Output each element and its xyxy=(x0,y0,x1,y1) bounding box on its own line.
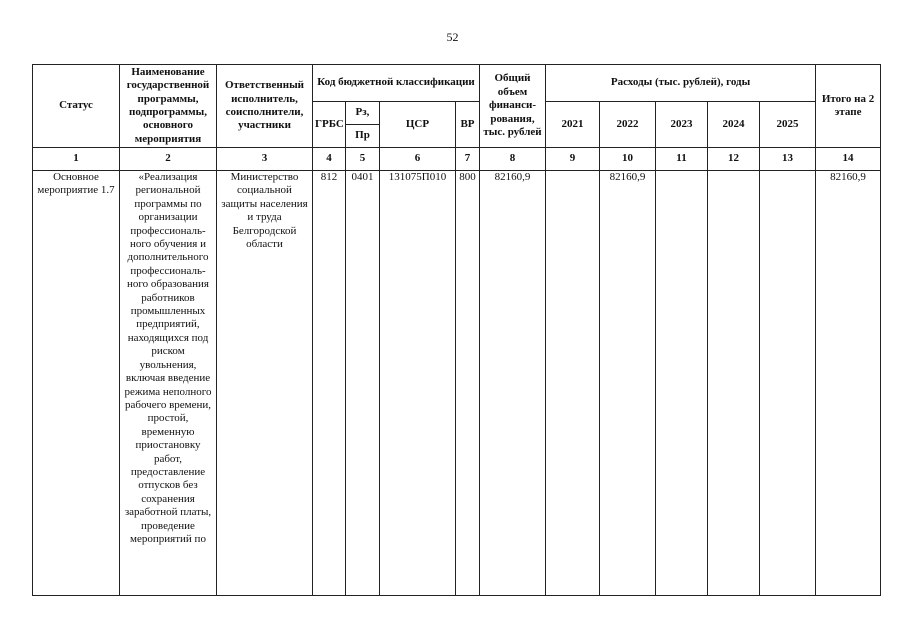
cell-total-stage: 82160,9 xyxy=(816,171,881,596)
cell-2021 xyxy=(546,171,600,596)
header-vr: ВР xyxy=(456,102,480,148)
column-number: 11 xyxy=(656,148,708,171)
header-year-2021: 2021 xyxy=(546,102,600,148)
header-pr: Пр xyxy=(346,125,380,148)
header-name: Наименование государственной программы, подпрограммы, основного мероприятия xyxy=(120,65,217,148)
column-number: 12 xyxy=(708,148,760,171)
column-number: 13 xyxy=(760,148,816,171)
cell-responsible: Министерство социальной защиты населения и труда Белгородской области xyxy=(217,171,313,596)
header-budget-code: Код бюджетной классификации xyxy=(313,65,480,102)
header-csr: ЦСР xyxy=(380,102,456,148)
cell-2023 xyxy=(656,171,708,596)
header-responsible: Ответственный исполнитель, соисполнители, участники xyxy=(217,65,313,148)
cell-name: «Реализация региональной программы по организации профессиональ-ного обучения и дополнительного профессиональ-ного образования работников промышленных предприятий, находящихся под риском увольнения, включая введение режима неполного рабочего времени, простой, временную приостановку работ, предоставление отпусков без сохранения заработной платы, проведение мероприятий по xyxy=(120,171,217,596)
header-status: Статус xyxy=(33,65,120,148)
header-year-2025: 2025 xyxy=(760,102,816,148)
column-number: 3 xyxy=(217,148,313,171)
column-number: 1 xyxy=(33,148,120,171)
column-number: 5 xyxy=(346,148,380,171)
header-year-2023: 2023 xyxy=(656,102,708,148)
cell-status: Основное мероприятие 1.7 xyxy=(33,171,120,596)
column-number: 2 xyxy=(120,148,217,171)
column-number: 14 xyxy=(816,148,881,171)
cell-2025 xyxy=(760,171,816,596)
cell-grbs: 812 xyxy=(313,171,346,596)
header-total-stage: Итого на 2 этапе xyxy=(816,65,881,148)
page-number: 52 xyxy=(446,30,459,44)
header-year-2022: 2022 xyxy=(600,102,656,148)
column-number: 10 xyxy=(600,148,656,171)
header-row xyxy=(33,65,881,102)
cell-csr: 131075П010 xyxy=(380,171,456,596)
column-number-row xyxy=(33,148,881,171)
column-number: 6 xyxy=(380,148,456,171)
header-total-volume: Общий объем финанси-рования, тыс. рублей xyxy=(480,65,546,148)
column-number: 9 xyxy=(546,148,600,171)
cell-vr: 800 xyxy=(456,171,480,596)
column-number: 7 xyxy=(456,148,480,171)
column-number: 8 xyxy=(480,148,546,171)
header-grbs: ГРБС xyxy=(313,102,346,148)
budget-table xyxy=(32,64,881,596)
cell-total: 82160,9 xyxy=(480,171,546,596)
cell-2022: 82160,9 xyxy=(600,171,656,596)
table-row xyxy=(33,171,881,596)
header-expenses: Расходы (тыс. рублей), годы xyxy=(546,65,816,102)
cell-2024 xyxy=(708,171,760,596)
cell-rzpr: 0401 xyxy=(346,171,380,596)
header-rz: Рз, xyxy=(346,102,380,125)
header-year-2024: 2024 xyxy=(708,102,760,148)
column-number: 4 xyxy=(313,148,346,171)
